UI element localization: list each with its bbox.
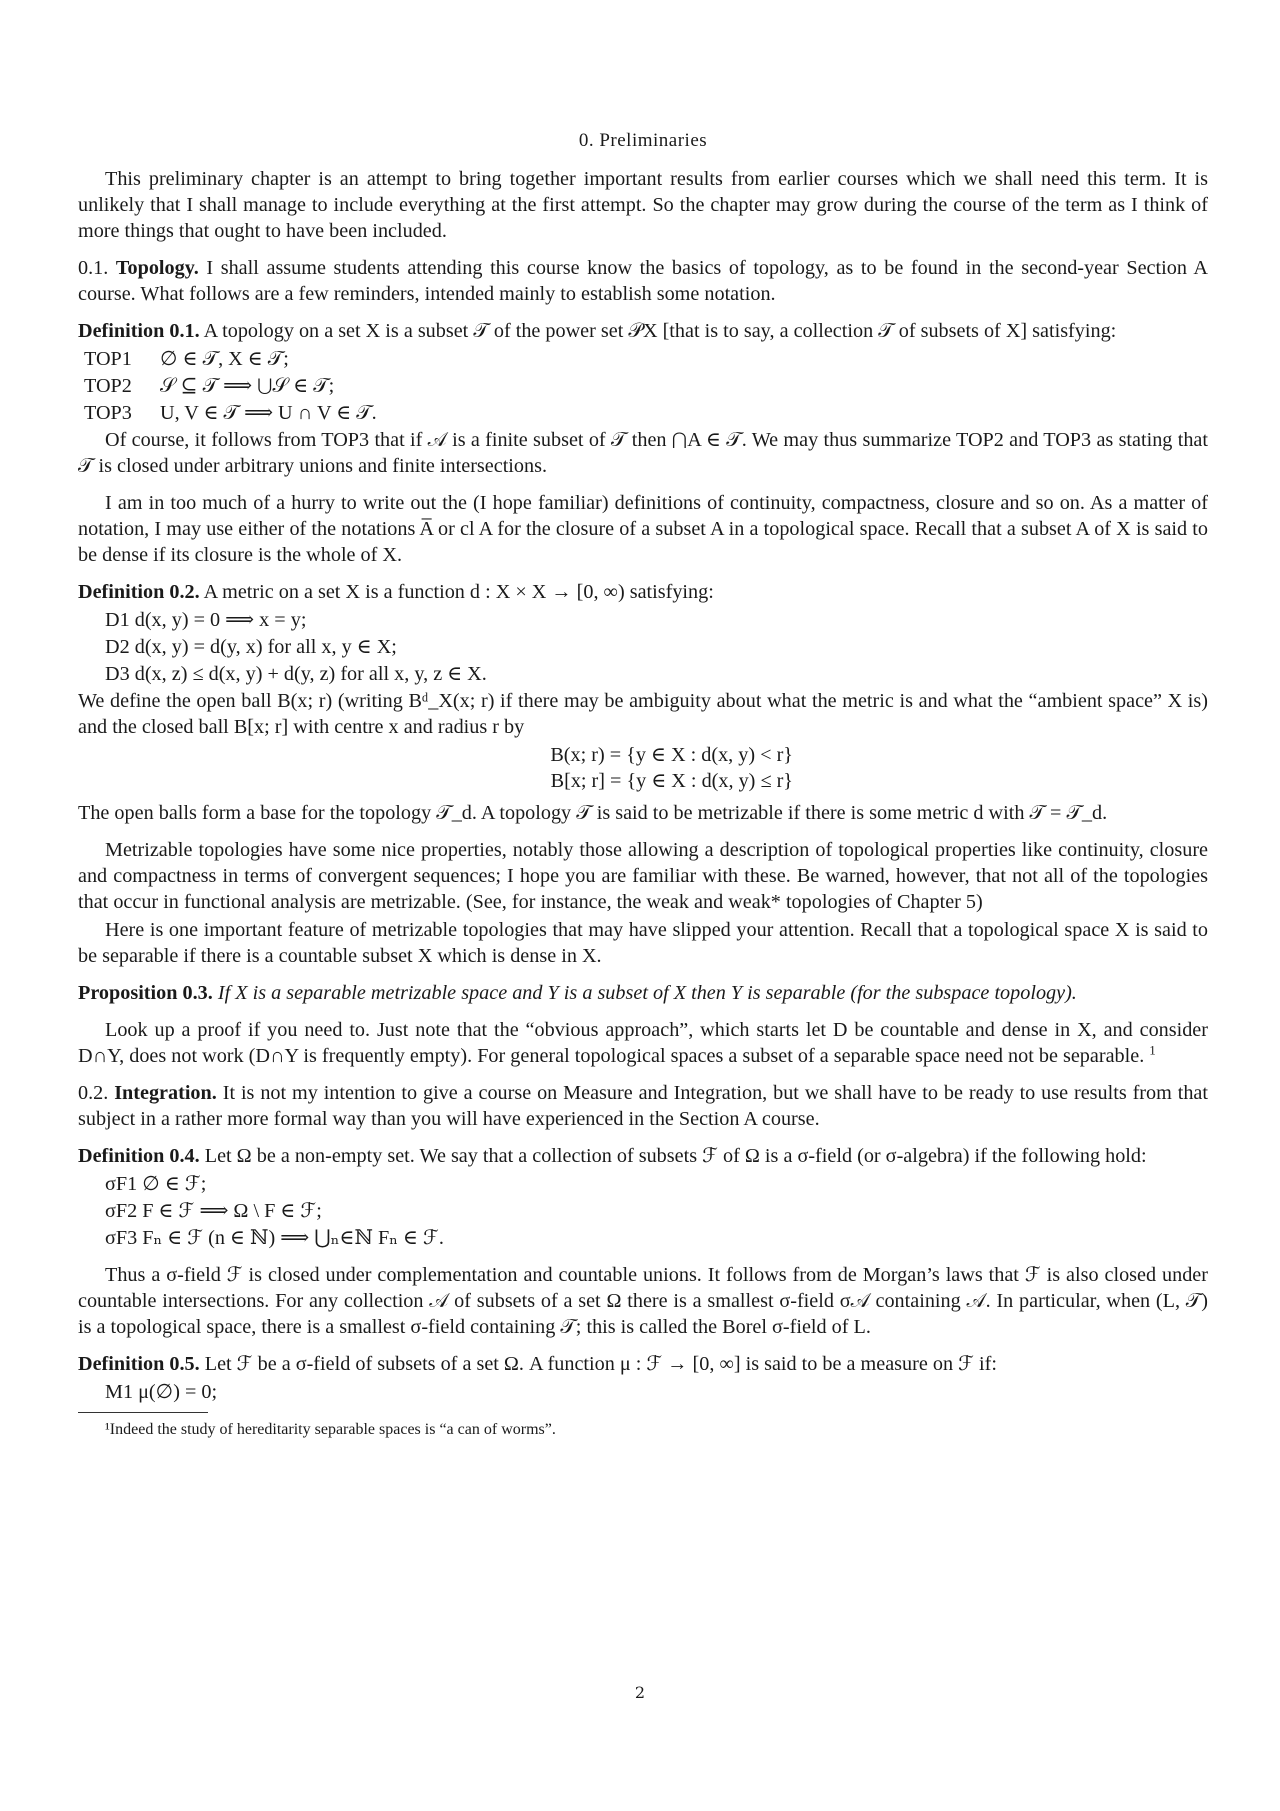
section-number: 0.1.: [78, 257, 109, 279]
footnote-marker: 1: [1149, 1042, 1156, 1058]
definition-0-5: [78, 1351, 1208, 1377]
section-integration: [78, 1080, 1208, 1132]
axiom-body: F ∈ ℱ ⟹ Ω \ F ∈ ℱ;: [142, 1200, 322, 1222]
definition-text: Let Ω be a non-empty set. We say that a collection of subsets ℱ of Ω is a σ-field (or σ-algebra) if the following hold:: [204, 1145, 1147, 1167]
definition-0-1: [78, 318, 1208, 344]
section-heading: Topology.: [115, 257, 199, 279]
axiom-tag: σF1: [105, 1173, 138, 1195]
proof-remark-text: Look up a proof if you need to. Just note that the “obvious approach”, which starts let D be countable and dense in X, and consider D∩Y, does not work (D∩Y is frequently empty). For general topological spaces a subset of a separable space need not be separable.: [78, 1019, 1208, 1067]
page-body: [78, 128, 1208, 1441]
sigma-field-remark: Thus a σ-field ℱ is closed under complementation and countable unions. It follows from de Morgan’s laws that ℱ is also closed under countable intersections. For any collection 𝒜 of subsets of a set Ω there is a smallest σ-field σ𝒜 containing 𝒜. In particular, when (L, 𝒯) is a topological space, there is a smallest σ-field containing 𝒯; this is called the Borel σ-field of L.: [78, 1264, 1208, 1338]
sigma-axiom-1: [105, 1171, 1208, 1198]
proposition-label: Proposition 0.3.: [78, 982, 213, 1004]
intro-paragraph: This preliminary chapter is an attempt to bring together important results from earlier courses which we shall need this term. It is unlikely that I shall manage to include everything at the first attempt. So the chapter may grow during the course of the term as I think of more things that ought to have been included.: [78, 168, 1208, 242]
proposition-0-3: [78, 980, 1208, 1006]
definition-0-1-remark: Of course, it follows from TOP3 that if 𝒜 is a finite subset of 𝒯 then ⋂A ∈ 𝒯. We may thus summarize TOP2 and TOP3 as stating that 𝒯 is closed under arbitrary unions and finite intersections.: [78, 429, 1208, 477]
axiom-tag: σF2: [105, 1200, 138, 1222]
axiom-tag: σF3: [105, 1227, 138, 1249]
definition-text: A metric on a set X is a function d : X × X → [0, ∞) satisfying:: [203, 581, 714, 603]
axiom-body: μ(∅) = 0;: [138, 1381, 218, 1403]
axiom-body: Fₙ ∈ ℱ (n ∈ ℕ) ⟹ ⋃ₙ∈ℕ Fₙ ∈ ℱ.: [142, 1227, 444, 1249]
chapter-title: 0. Preliminaries: [578, 130, 708, 151]
closure-paragraph: I am in too much of a hurry to write out the (I hope familiar) definitions of continuity, compactness, closure and so on. As a matter of notation, I may use either of the notations A̅ or cl A for the closure of a subset A in a topological space. Recall that a subset A of X is said to be dense if its closure is the whole of X.: [78, 492, 1208, 566]
footnote-rule: [78, 1412, 208, 1413]
axiom-tag: TOP3: [84, 402, 132, 424]
section-text: I shall assume students attending this course know the basics of topology, as to be found in the second-year Section A course. What follows are a few reminders, intended mainly to establish some notation.: [78, 257, 1209, 305]
metrizable-definition: The open balls form a base for the topology 𝒯_d. A topology 𝒯 is said to be metrizable if there is some metric d with 𝒯 = 𝒯_d.: [78, 802, 1108, 824]
ball-equations: [493, 742, 793, 794]
axiom-body: ∅ ∈ 𝒯, X ∈ 𝒯;: [160, 348, 289, 370]
axiom-body: d(x, y) = d(y, x) for all x, y ∈ X;: [134, 636, 397, 658]
proof-remark-paragraph: [78, 1017, 1208, 1069]
definition-label: Definition 0.5.: [78, 1353, 200, 1375]
axiom-tag: D2: [105, 636, 130, 658]
definition-0-2: [78, 579, 1208, 605]
definition-text: A topology on a set X is a subset 𝒯 of the power set 𝒫X [that is to say, a collection 𝒯 of subsets of X] satisfying:: [203, 320, 1117, 342]
closed-ball-equation: B[x; r] = {y ∈ X : d(x, y) ≤ r}: [550, 770, 793, 792]
page-number: 2: [634, 1683, 646, 1702]
axiom-tag: D1: [105, 609, 130, 631]
sigma-field-axioms: [105, 1171, 1208, 1252]
axiom-body: ∅ ∈ ℱ;: [142, 1173, 207, 1195]
section-heading: Integration.: [114, 1082, 217, 1104]
definition-text: Let ℱ be a σ-field of subsets of a set Ω. A function μ : ℱ → [0, ∞] is said to be a measure on ℱ if:: [204, 1353, 997, 1375]
sigma-axiom-2: [105, 1198, 1208, 1225]
axiom-body: d(x, y) = 0 ⟹ x = y;: [134, 609, 307, 631]
measure-axioms: [105, 1379, 1208, 1406]
balls-paragraph: We define the open ball B(x; r) (writing Bᵈ_X(x; r) if there may be ambiguity about what the metric is and what the “ambient space” X is) and the closed ball B[x; r] with centre x and radius r by: [78, 690, 1208, 738]
axiom-body: d(x, z) ≤ d(x, y) + d(y, z) for all x, y, z ∈ X.: [134, 663, 487, 685]
sigma-axiom-3: [105, 1225, 1208, 1252]
metric-axiom-d2: [105, 634, 1208, 661]
section-text: It is not my intention to give a course on Measure and Integration, but we shall have to be ready to use results from that subject in a rather more formal way than you will have experienced in the Section A course.: [78, 1082, 1209, 1130]
section-number: 0.2.: [78, 1082, 109, 1104]
metric-axiom-d3: [105, 661, 1208, 688]
definition-label: Definition 0.2.: [78, 581, 200, 603]
axiom-body: 𝒮 ⊆ 𝒯 ⟹ ⋃𝒮 ∈ 𝒯;: [160, 375, 335, 397]
proposition-text: If X is a separable metrizable space and Y is a subset of X then Y is separable (for the subspace topology).: [217, 982, 1077, 1004]
axiom-tag: M1: [105, 1381, 134, 1403]
definition-label: Definition 0.4.: [78, 1145, 200, 1167]
axiom-tag: D3: [105, 663, 130, 685]
definition-label: Definition 0.1.: [78, 320, 200, 342]
topology-axioms: [84, 346, 1208, 427]
section-topology: [78, 255, 1208, 307]
axiom-tag: TOP1: [84, 348, 132, 370]
metric-axioms: [105, 607, 1208, 688]
footnote: ¹Indeed the study of hereditarity separable spaces is “a can of worms”.: [105, 1421, 556, 1438]
axiom-body: U, V ∈ 𝒯 ⟹ U ∩ V ∈ 𝒯.: [160, 402, 377, 424]
open-ball-equation: B(x; r) = {y ∈ X : d(x, y) < r}: [550, 744, 793, 766]
axiom-tag: TOP2: [84, 375, 132, 397]
measure-axiom-1: [105, 1379, 1208, 1406]
definition-0-4: [78, 1143, 1208, 1169]
metric-axiom-d1: [105, 607, 1208, 634]
metrizable-paragraph: Metrizable topologies have some nice properties, notably those allowing a description of topological properties like continuity, closure and compactness in terms of convergent sequences; I hope you are familiar with these. Be warned, however, that not all of the topologies that occur in functional analysis are metrizable. (See, for instance, the weak and weak* topologies of Chapter 5): [78, 839, 1208, 913]
separable-paragraph: Here is one important feature of metrizable topologies that may have slipped your attention. Recall that a topological space X is said to be separable if there is a countable subset X which is dense in X.: [78, 919, 1208, 967]
